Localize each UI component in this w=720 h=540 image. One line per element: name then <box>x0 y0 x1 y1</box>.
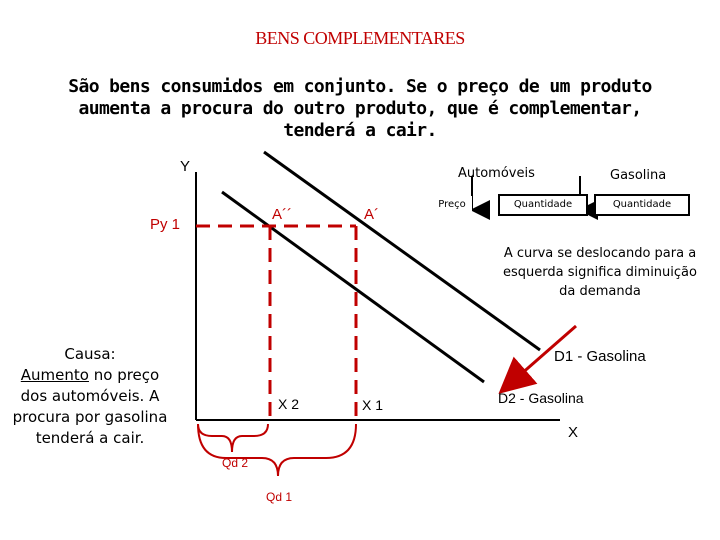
qd1-label: Qd 1 <box>266 490 293 504</box>
legend-gasolina: Gasolina <box>610 168 667 183</box>
legend-preco: Preço <box>432 196 472 214</box>
cause-underlined: Aumento <box>20 366 89 384</box>
x-axis-label: X <box>568 424 579 441</box>
shift-note: A curva se deslocando para a esquerda significa diminuição da demanda <box>503 246 697 299</box>
py1-label: Py 1 <box>150 216 181 233</box>
d2-label: D2 - Gasolina <box>498 390 584 406</box>
definition-text: São bens consumidos em conjunto. Se o preço de um produto aumenta a procura do outro produto, que é complementar, tenderá a cair. <box>68 76 652 141</box>
point-a-single-label: A´ <box>364 206 379 223</box>
x2-label: X 2 <box>278 396 300 412</box>
legend-automoveis: Automóveis <box>458 166 535 181</box>
x1-label: X 1 <box>362 397 384 413</box>
qd2-brace <box>198 424 268 452</box>
qd2-label: Qd 2 <box>222 456 249 470</box>
point-a-double-label: A´´ <box>272 206 292 223</box>
legend-quantidade-auto: Quantidade <box>498 194 588 216</box>
legend-quantidade-gas: Quantidade <box>594 194 690 216</box>
y-axis-label: Y <box>180 158 191 175</box>
cause-prefix: Causa: <box>64 345 116 363</box>
cause-text <box>10 344 170 449</box>
cause-rest: no preço dos automóveis. A procura por gasolina tenderá a cair. <box>12 366 168 447</box>
slide-title: BENS COMPLEMENTARES <box>255 28 465 48</box>
d1-label: D1 - Gasolina <box>554 348 646 365</box>
d2-curve <box>222 192 484 382</box>
